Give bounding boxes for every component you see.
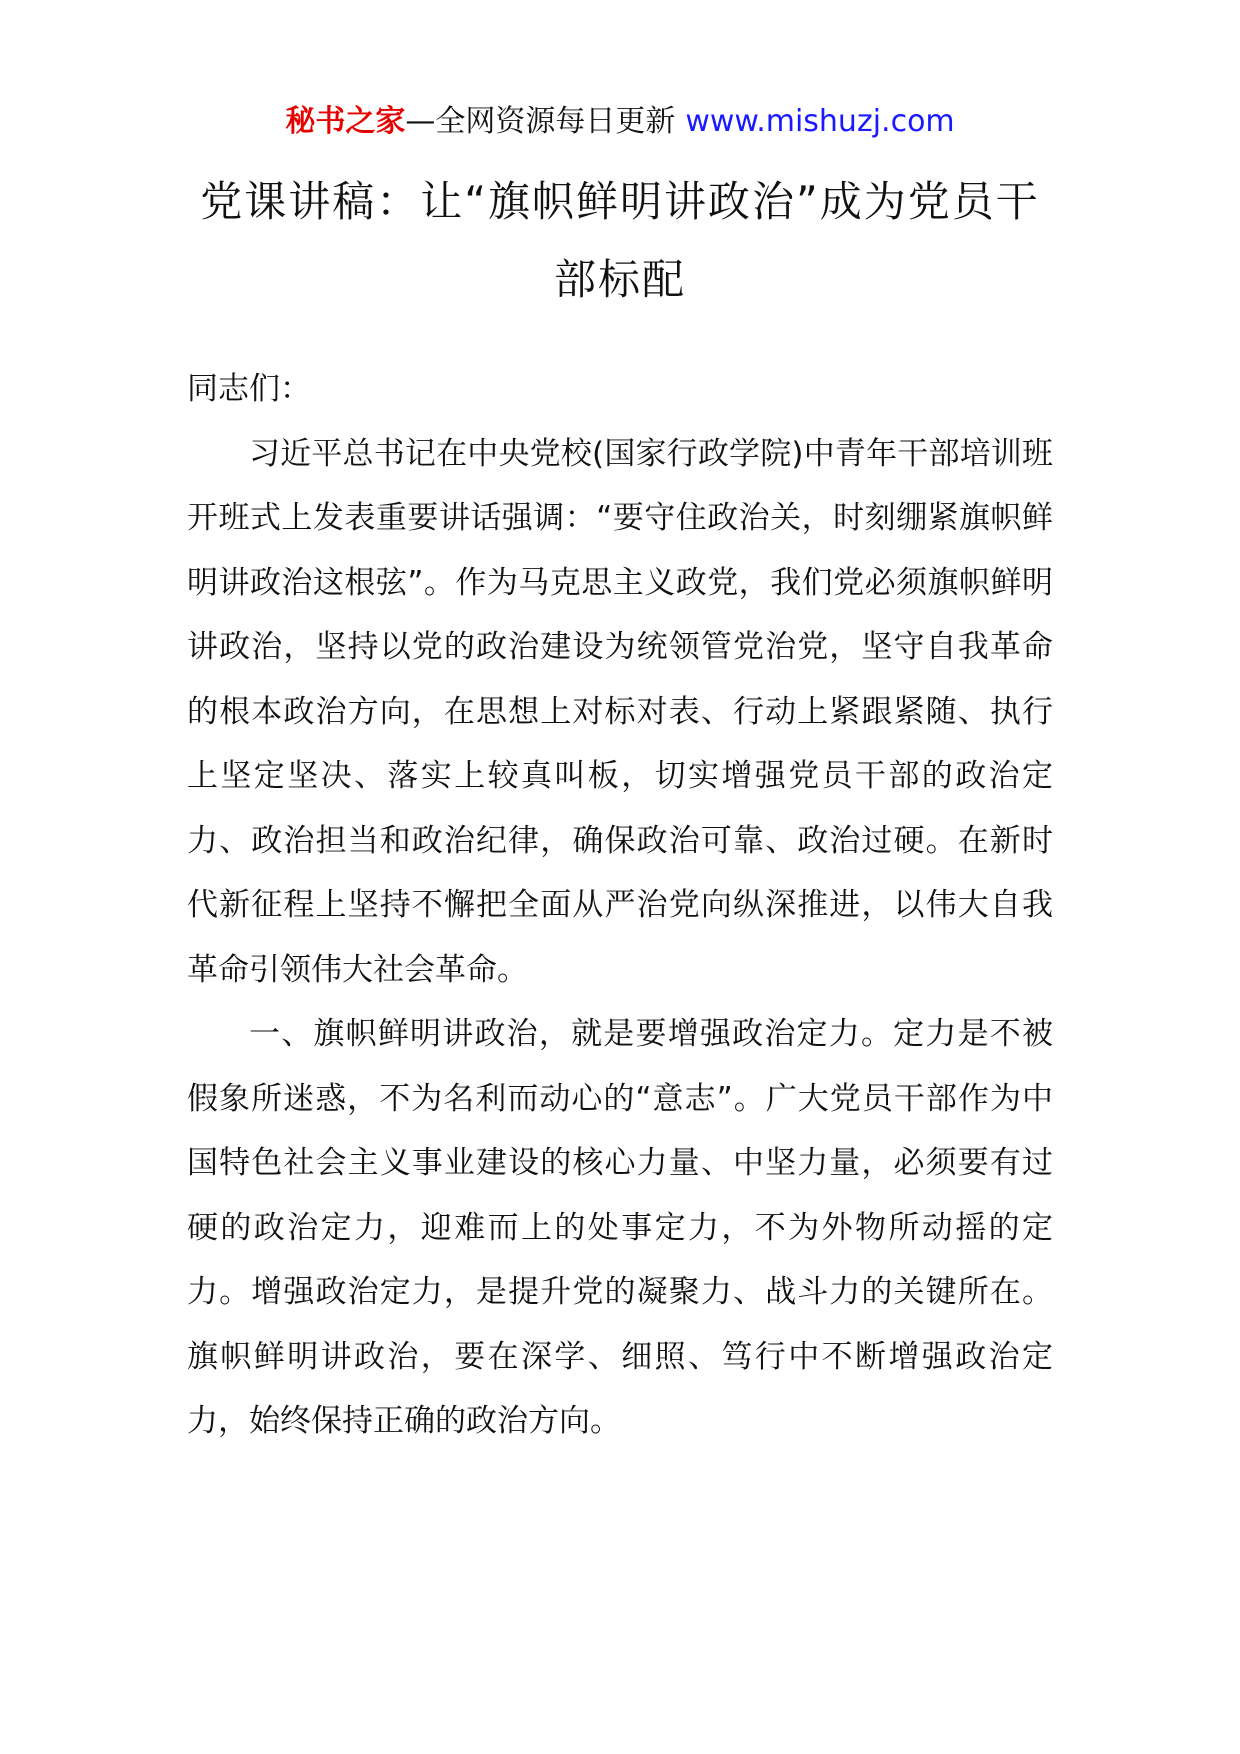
section-1-heading: 一、旗帜鲜明讲政治，就是要增强政治定力。 bbox=[249, 1016, 894, 1052]
site-url-link[interactable]: www.mishuzj.com bbox=[685, 104, 955, 139]
header-slogan: —全网资源每日更新 bbox=[405, 104, 676, 139]
section-1-paragraph bbox=[187, 1002, 1053, 1454]
header-banner bbox=[0, 100, 1240, 144]
section-1-text: 定力是不被假象所迷惑，不为名利而动心的“意志”。广大党员干部作为中国特色社会主义事业建设的核心力量、中坚力量，必须要有过硬的政治定力，迎难而上的处事定力，不为外物所动摇的定力。增强政治定力，是提升党的凝聚力、战斗力的关键所在。旗帜鲜明讲政治，要在深学、细照、笃行中不断增强政治定力，始终保持正确的政治方向。 bbox=[187, 1016, 1054, 1439]
salutation: 同志们： bbox=[187, 371, 311, 407]
document-body bbox=[187, 357, 1053, 1454]
body-paragraph: 习近平总书记在中央党校(国家行政学院)中青年干部培训班开班式上发表重要讲话强调：“要守住政治关，时刻绷紧旗帜鲜明讲政治这根弦”。作为马克思主义政党，我们党必须旗帜鲜明讲政治，坚持以党的政治建设为统领管党治党，坚守自我革命的根本政治方向，在思想上对标对表、行动上紧跟紧随、执行上坚定坚决、落实上较真叫板，切实增强党员干部的政治定力、政治担当和政治纪律，确保政治可靠、政治过硬。在新时代新征程上坚持不懈把全面从严治党向纵深推进，以伟大自我革命引领伟大社会革命。 bbox=[187, 435, 1053, 988]
brand-name: 秘书之家 bbox=[285, 104, 406, 139]
document-title: 党课讲稿：让“旗帜鲜明讲政治”成为党员干部标配 bbox=[200, 177, 1040, 304]
